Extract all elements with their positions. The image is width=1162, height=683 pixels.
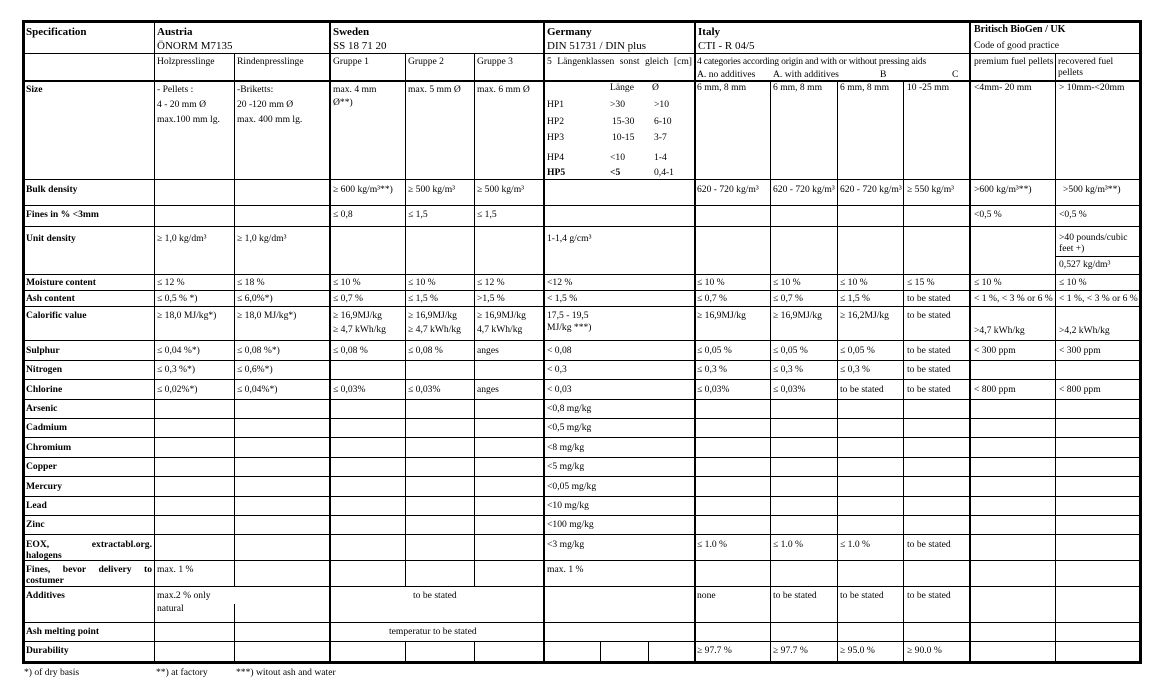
ashmelt-sweden: temperatur to be stated	[389, 626, 477, 637]
subheader-germany: 5 Längenklassen sonst gleich [cm]	[547, 56, 692, 67]
eox-italy-a-add: ≤ 1.0 %	[773, 539, 804, 550]
finesdel-austria-holz: max. 1 %	[157, 564, 194, 575]
row-label-fines: Fines in % <3mm	[26, 209, 99, 220]
sulphur-italy-c: to be stated	[907, 345, 951, 356]
subheader-gruppe-3: Gruppe 3	[477, 56, 513, 67]
bulk-uk-premium: >600 kg/m³**)	[974, 184, 1032, 195]
row-label-calorific: Calorific value	[26, 310, 87, 321]
fines-sweden-g3: ≤ 1,5	[477, 209, 497, 220]
sulphur-uk-premium: < 300 ppm	[974, 345, 1016, 356]
calorific-italy-c: to be stated	[907, 310, 951, 321]
unit-uk-recovered-kgdm3: 0,527 kg/dm³	[1059, 259, 1111, 270]
row-label-unit-density: Unit density	[26, 233, 76, 244]
chlorine-italy-a: ≤ 0,03%	[697, 384, 730, 395]
size-sweden-g3: max. 6 mm Ø	[477, 84, 530, 95]
subheader-italy-c: C	[952, 69, 959, 80]
country-name-austria: Austria	[157, 26, 193, 38]
country-norm-austria: ÖNORM M7135	[157, 40, 233, 52]
row-label-eox-halogens: halogens	[26, 550, 62, 560]
size-austria-rinden-3: max. 400 mm lg.	[237, 114, 303, 125]
chlorine-italy-c: to be stated	[907, 384, 951, 395]
calorific-sweden-g3-mj: ≥ 16,9MJ/kg	[477, 310, 526, 321]
additives-italy-a: none	[697, 590, 716, 601]
size-uk-premium: <4mm- 20 mm	[974, 82, 1032, 93]
subheader-recovered-fuel-pellets: recovered fuel pellets	[1058, 56, 1114, 78]
hp-class-name: HP2	[547, 116, 565, 127]
ash-italy-a: ≤ 0,7 %	[697, 293, 728, 304]
subheader-italy-a-no-additives: A. no additives	[697, 69, 756, 80]
sulphur-austria-rinden: ≤ 0,08 %*)	[237, 345, 280, 356]
nitrogen-austria-rinden: ≤ 0,6%*)	[237, 364, 273, 375]
size-austria-holz-1: - Pellets :	[157, 84, 194, 95]
hp-class-length: <10	[610, 152, 626, 163]
row-label-sulphur: Sulphur	[26, 345, 60, 356]
row-label-additives: Additives	[26, 590, 65, 601]
sulphur-italy-a-add: ≤ 0,05 %	[773, 345, 808, 356]
spec-header: Specification	[26, 26, 87, 38]
fines-uk-premium: <0,5 %	[974, 209, 1002, 220]
subheader-holzpresslinge: Holzpresslinge	[157, 56, 215, 67]
chlorine-uk-premium: < 800 ppm	[974, 384, 1016, 395]
row-label-zinc: Zinc	[26, 519, 45, 530]
row-label-lead: Lead	[26, 500, 47, 511]
row-label-ash: Ash content	[26, 293, 75, 304]
unit-germany: 1-1,4 g/cm³	[547, 233, 592, 244]
eox-italy-a: ≤ 1.0 %	[697, 539, 728, 550]
sulphur-uk-recovered: < 300 ppm	[1059, 345, 1101, 356]
row-label-durability: Durability	[26, 645, 69, 656]
bulk-sweden-g3: ≥ 500 kg/m³	[477, 184, 525, 195]
unit-austria-rinden: ≥ 1,0 kg/dm³	[237, 233, 287, 244]
additives-italy-a-add: to be stated	[773, 590, 817, 601]
moisture-italy-a-add: ≤ 10 %	[773, 277, 801, 288]
country-name-italy: Italy	[698, 26, 720, 38]
hp-class-name: HP1	[547, 99, 565, 110]
size-sweden-g1-1: max. 4 mm	[333, 84, 377, 95]
size-sweden-g1-2: Ø**)	[333, 97, 353, 108]
size-austria-rinden-1: -Briketts:	[237, 84, 274, 95]
calorific-italy-a-add: ≥ 16,9MJ/kg	[773, 310, 822, 321]
chlorine-uk-recovered: < 800 ppm	[1059, 384, 1101, 395]
chlorine-italy-b: to be stated	[840, 384, 884, 395]
nitrogen-austria-holz: ≤ 0,3 %*)	[157, 364, 196, 375]
sulphur-austria-holz: ≤ 0,04 %*)	[157, 345, 200, 356]
durability-italy-a-add: ≥ 97.7 %	[773, 645, 808, 656]
size-austria-holz-3: max.100 mm lg.	[157, 114, 220, 125]
calorific-italy-a: ≥ 16,9MJ/kg	[697, 310, 746, 321]
bulk-italy-a-add: 620 - 720 kg/m³	[773, 184, 835, 195]
country-norm-sweden: SS 18 71 20	[333, 40, 387, 52]
calorific-austria-rinden: ≥ 18,0 MJ/kg*)	[237, 310, 297, 321]
row-label-moisture: Moisture content	[26, 277, 96, 288]
additives-austria-holz-2: natural	[157, 603, 184, 614]
chlorine-sweden-g2: ≤ 0,03%	[408, 384, 441, 395]
copper-germany: <5 mg/kg	[547, 461, 585, 472]
ash-uk-recovered: < 1 %, < 3 % or 6 %	[1059, 293, 1138, 304]
subheader-rindenpresslinge: Rindenpresslinge	[237, 56, 304, 67]
subheader-italy-categories: 4 categories according origin and with or without pressing aids	[697, 56, 927, 67]
hp-class-length: >30	[610, 99, 626, 110]
chlorine-sweden-g1: ≤ 0,03%	[333, 384, 366, 395]
sulphur-germany: < 0,08	[547, 345, 572, 356]
ash-italy-c: to be stated	[907, 293, 951, 304]
durability-italy-b: ≥ 95.0 %	[840, 645, 875, 656]
calorific-uk-premium: >4,7 kWh/kg	[974, 325, 1025, 336]
calorific-germany-range: 17,5 - 19,5	[547, 310, 589, 321]
additives-sweden: to be stated	[413, 590, 457, 601]
ash-italy-a-add: ≤ 0,7 %	[773, 293, 804, 304]
country-name-germany: Germany	[547, 26, 592, 38]
calorific-sweden-g3-kwh: 4,7 kWh/kg	[477, 324, 523, 335]
ash-austria-holz: ≤ 0,5 % *)	[157, 293, 198, 304]
ash-austria-rinden: ≤ 6,0%*)	[237, 293, 273, 304]
bulk-italy-c: ≥ 550 kg/m³	[907, 184, 955, 195]
footnote-at-factory: **) at factory	[156, 667, 208, 678]
fines-uk-recovered: <0,5 %	[1059, 209, 1087, 220]
country-norm-germany: DIN 51731 / DIN plus	[547, 40, 646, 52]
calorific-uk-recovered: >4,2 kWh/kg	[1059, 325, 1110, 336]
calorific-sweden-g1-mj: ≥ 16,9MJ/kg	[333, 310, 382, 321]
row-label-fines-delivery-costumer: costumer	[26, 575, 64, 585]
bulk-italy-b: 620 - 720 kg/m³	[840, 184, 902, 195]
chlorine-italy-a-add: ≤ 0,03%	[773, 384, 806, 395]
moisture-italy-b: ≤ 10 %	[840, 277, 868, 288]
size-italy-a-add: 6 mm, 8 mm	[773, 82, 823, 93]
ash-sweden-g1: ≤ 0,7 %	[333, 293, 364, 304]
calorific-sweden-g1-kwh: ≥ 4,7 kWh/kg	[333, 324, 386, 335]
sulphur-sweden-g3: anges	[477, 345, 499, 356]
hp-class-length: 15-30	[612, 116, 635, 127]
hp-class-name: HP4	[547, 152, 565, 163]
row-label-cadmium: Cadmium	[26, 422, 68, 433]
hp-class-diameter: 1-4	[654, 152, 667, 163]
calorific-italy-b: ≥ 16,2MJ/kg	[840, 310, 889, 321]
germany-length-head: Länge	[610, 82, 634, 93]
unit-austria-holz: ≥ 1,0 kg/dm³	[157, 233, 207, 244]
mercury-germany: <0,05 mg/kg	[547, 481, 597, 492]
size-italy-b: 6 mm, 8 mm	[840, 82, 890, 93]
durability-italy-a: ≥ 97.7 %	[697, 645, 732, 656]
calorific-sweden-g2-mj: ≥ 16,9MJ/kg	[408, 310, 457, 321]
row-label-mercury: Mercury	[26, 481, 63, 492]
moisture-germany: <12 %	[547, 277, 573, 288]
durability-italy-c: ≥ 90.0 %	[907, 645, 942, 656]
hp-class-name: HP5	[547, 167, 566, 178]
row-label-ash-melting: Ash melting point	[26, 626, 100, 637]
eox-italy-c: to be stated	[907, 539, 951, 550]
country-name-uk: Britisch BioGen / UK	[974, 24, 1066, 35]
chlorine-austria-rinden: ≤ 0,04%*)	[237, 384, 278, 395]
nitrogen-italy-b: ≤ 0,3 %	[840, 364, 871, 375]
size-sweden-g2: max. 5 mm Ø	[408, 84, 461, 95]
ash-sweden-g2: ≤ 1,5 %	[408, 293, 439, 304]
calorific-germany-unit: MJ/kg ***)	[547, 322, 592, 333]
sulphur-sweden-g1: ≤ 0,08 %	[333, 345, 368, 356]
chlorine-sweden-g3: anges	[477, 384, 499, 395]
hp-class-diameter: 3-7	[654, 132, 667, 143]
row-label-size: Size	[26, 84, 43, 95]
ash-uk-premium: < 1 %, < 3 % or 6 %	[974, 293, 1053, 304]
moisture-sweden-g3: ≤ 12 %	[477, 277, 505, 288]
country-norm-uk: Code of good practice	[974, 40, 1059, 51]
moisture-austria-rinden: ≤ 18 %	[237, 277, 265, 288]
fines-sweden-g2: ≤ 1,5	[408, 209, 428, 220]
finesdel-germany: max. 1 %	[547, 564, 584, 575]
ash-sweden-g3: >1,5 %	[477, 293, 505, 304]
chlorine-austria-holz: ≤ 0,02%*)	[157, 384, 198, 395]
moisture-austria-holz: ≤ 12 %	[157, 277, 185, 288]
moisture-italy-c: ≤ 15 %	[907, 277, 935, 288]
sulphur-italy-b: ≤ 0,05 %	[840, 345, 875, 356]
hp-class-length: 10-15	[612, 132, 635, 143]
eox-italy-b: ≤ 1.0 %	[840, 539, 871, 550]
sulphur-italy-a: ≤ 0,05 %	[697, 345, 732, 356]
chlorine-germany: < 0,03	[547, 384, 572, 395]
nitrogen-italy-c: to be stated	[907, 364, 951, 375]
size-austria-holz-2: 4 - 20 mm Ø	[157, 99, 207, 110]
calorific-austria-holz: ≥ 18,0 MJ/kg*)	[157, 310, 217, 321]
bulk-italy-a: 620 - 720 kg/m³	[697, 184, 759, 195]
fines-sweden-g1: ≤ 0,8	[333, 209, 353, 220]
ash-italy-b: ≤ 1,5 %	[840, 293, 871, 304]
moisture-sweden-g1: ≤ 10 %	[333, 277, 361, 288]
calorific-sweden-g2-kwh: ≥ 4,7 kWh/kg	[408, 324, 461, 335]
size-austria-rinden-2: 20 -120 mm Ø	[237, 99, 294, 110]
size-italy-c: 10 -25 mm	[907, 82, 950, 93]
size-italy-a: 6 mm, 8 mm	[697, 82, 747, 93]
zinc-germany: <100 mg/kg	[547, 519, 594, 530]
footnote-without-ash-water: ***) witout ash and water	[236, 667, 336, 678]
subheader-gruppe-2: Gruppe 2	[408, 56, 444, 67]
eox-germany: <3 mg/kg	[547, 539, 585, 550]
additives-austria-holz-1: max.2 % only	[157, 590, 211, 601]
hp-class-length: <5	[610, 167, 621, 178]
row-label-chromium: Chromium	[26, 442, 72, 453]
country-norm-italy: CTI - R 04/5	[698, 40, 755, 52]
bulk-sweden-g1: ≥ 600 kg/m³**)	[333, 184, 393, 195]
additives-italy-c: to be stated	[907, 590, 951, 601]
row-label-nitrogen: Nitrogen	[26, 364, 63, 375]
row-label-chlorine: Chlorine	[26, 384, 63, 395]
additives-italy-b: to be stated	[840, 590, 884, 601]
size-uk-recovered: > 10mm-<20mm	[1059, 82, 1125, 93]
lead-germany: <10 mg/kg	[547, 500, 589, 511]
subheader-premium-fuel-pellets: premium fuel pellets	[974, 56, 1054, 67]
row-label-copper: Copper	[26, 461, 57, 472]
hp-class-diameter: >10	[654, 99, 670, 110]
moisture-uk-premium: ≤ 10 %	[974, 277, 1002, 288]
sulphur-sweden-g2: ≤ 0,08 %	[408, 345, 443, 356]
arsenic-germany: <0,8 mg/kg	[547, 403, 592, 414]
moisture-sweden-g2: ≤ 10 %	[408, 277, 436, 288]
cadmium-germany: <0,5 mg/kg	[547, 422, 592, 433]
moisture-italy-a: ≤ 10 %	[697, 277, 725, 288]
row-label-arsenic: Arsenic	[26, 403, 58, 414]
moisture-uk-recovered: ≤ 10 %	[1059, 277, 1087, 288]
ash-germany: < 1,5 %	[547, 293, 578, 304]
hp-class-diameter: 0,4-1	[654, 167, 674, 178]
footnote-dry-basis: *) of dry basis	[24, 667, 80, 678]
nitrogen-germany: < 0,3	[547, 364, 567, 375]
unit-uk-recovered-pounds: >40 pounds/cubic feet +)	[1059, 232, 1128, 254]
subheader-italy-a-with-additives: A. with additives	[773, 69, 839, 80]
country-name-sweden: Sweden	[333, 26, 370, 38]
row-label-bulk-density: Bulk density	[26, 184, 78, 195]
germany-diameter-head: Ø	[652, 82, 659, 93]
subheader-italy-b: B	[880, 69, 887, 80]
hp-class-name: HP3	[547, 132, 565, 143]
nitrogen-italy-a-add: ≤ 0,3 %	[773, 364, 804, 375]
row-label-fines-delivery: Fines, bevor delivery to	[26, 564, 152, 575]
hp-class-diameter: 6-10	[654, 116, 672, 127]
row-label-eox: EOX, extractabl.org.	[26, 539, 152, 550]
nitrogen-italy-a: ≤ 0,3 %	[697, 364, 728, 375]
bulk-sweden-g2: ≥ 500 kg/m³	[408, 184, 456, 195]
subheader-gruppe-1: Gruppe 1	[333, 56, 369, 67]
chromium-germany: <8 mg/kg	[547, 442, 585, 453]
bulk-uk-recovered: >500 kg/m³**)	[1063, 184, 1121, 195]
